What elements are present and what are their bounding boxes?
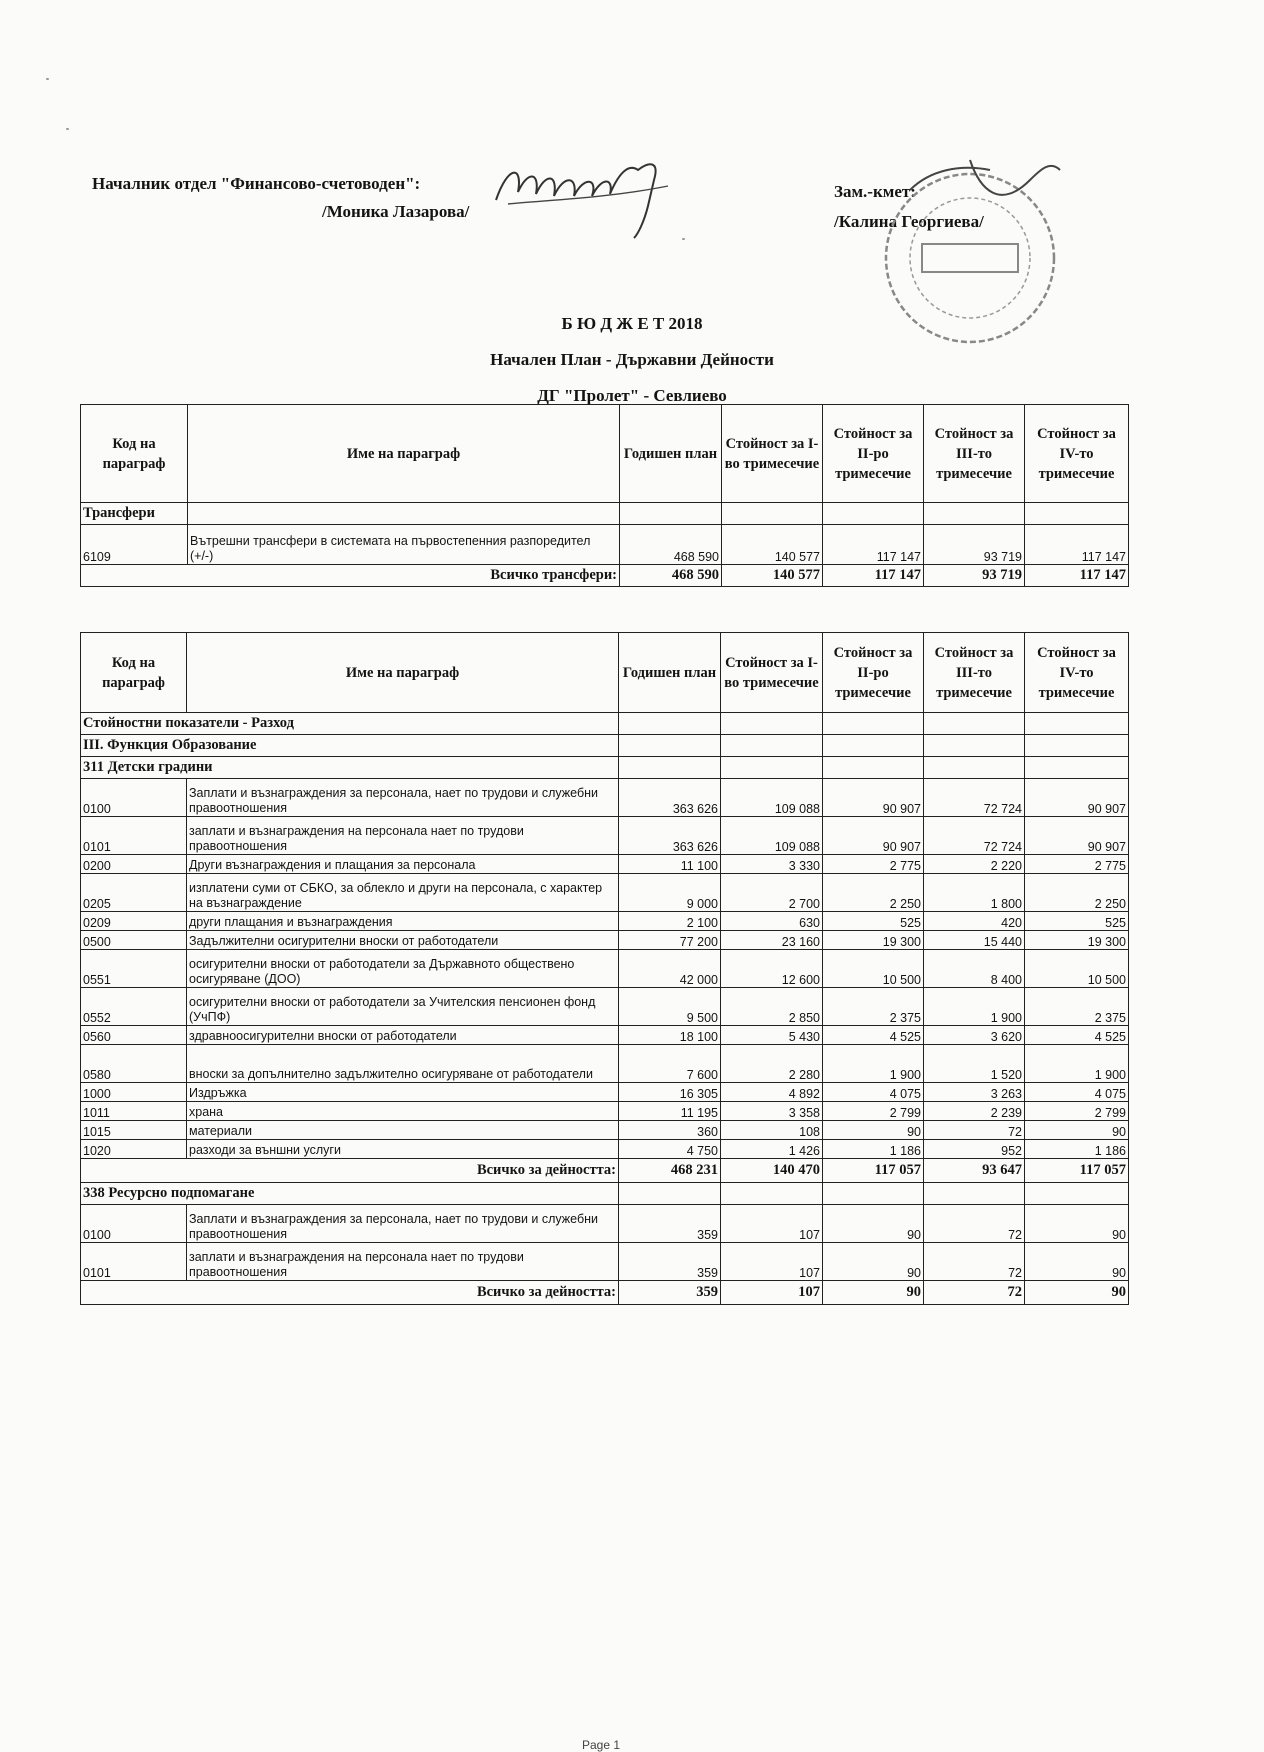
row-code: 0209 [81, 912, 187, 931]
table-row [81, 1205, 1129, 1243]
col-header-annual: Годишен план [620, 405, 722, 503]
row-annual: 11 195 [619, 1102, 721, 1121]
row-annual: 18 100 [619, 1026, 721, 1045]
row-code: 0101 [81, 817, 187, 855]
row-q2: 2 775 [823, 855, 924, 874]
row-q1: 107 [721, 1205, 823, 1243]
row-code: 0100 [81, 1205, 187, 1243]
row-annual: 7 600 [619, 1045, 721, 1083]
row-q1: 107 [721, 1243, 823, 1281]
row-q1: 108 [721, 1121, 823, 1140]
table-row [81, 931, 1129, 950]
row-q3: 1 520 [924, 1045, 1025, 1083]
total-annual: 359 [619, 1281, 721, 1305]
row-annual: 16 305 [619, 1083, 721, 1102]
row-q2: 4 075 [823, 1083, 924, 1102]
row-q1: 23 160 [721, 931, 823, 950]
table-row [81, 1083, 1129, 1102]
row-q4: 90 [1025, 1121, 1129, 1140]
row-annual: 4 750 [619, 1140, 721, 1159]
row-name: здравноосигурителни вноски от работодатели [187, 1026, 619, 1045]
row-q4: 90 907 [1025, 779, 1129, 817]
row-q4: 117 147 [1025, 525, 1129, 565]
section-label: Стойностни показатели - Разход [81, 713, 619, 735]
table-row [81, 1243, 1129, 1281]
row-q1: 5 430 [721, 1026, 823, 1045]
table-row [81, 988, 1129, 1026]
row-name: Издръжка [187, 1083, 619, 1102]
right-signatory-label: Зам.-кмет: [834, 182, 916, 201]
left-signatory-label: Началник отдел "Финансово-счетоводен": [92, 174, 421, 193]
row-code: 1000 [81, 1083, 187, 1102]
expenses-table [80, 632, 1129, 1305]
row-name: материали [187, 1121, 619, 1140]
row-code: 0200 [81, 855, 187, 874]
col-header-name: Име на параграф [188, 405, 620, 503]
row-code: 0500 [81, 931, 187, 950]
row-code: 0101 [81, 1243, 187, 1281]
col-header-q4: Стойност за IV-то тримесечие [1025, 405, 1129, 503]
row-q2: 2 375 [823, 988, 924, 1026]
row-q2: 117 147 [823, 525, 924, 565]
row-code: 1011 [81, 1102, 187, 1121]
transfers-section-row [81, 503, 1129, 525]
row-q4: 19 300 [1025, 931, 1129, 950]
total-label: Всичко трансфери: [81, 565, 620, 587]
row-q1: 2 700 [721, 874, 823, 912]
row-q4: 90 [1025, 1205, 1129, 1243]
row-annual: 9 500 [619, 988, 721, 1026]
col-header-q1: Стойност за I-во тримесечие [721, 633, 823, 713]
document-subtitle: Начален План - Държавни Дейности [490, 350, 774, 369]
col-header-q4: Стойност за IV-то тримесечие [1025, 633, 1129, 713]
row-q2: 10 500 [823, 950, 924, 988]
total-q2: 117 147 [823, 565, 924, 587]
total-q3: 93 719 [924, 565, 1025, 587]
row-q3: 72 [924, 1205, 1025, 1243]
row-name: заплати и възнаграждения на персонала нает по трудови правоотношения [187, 817, 619, 855]
row-name: Други възнаграждения и плащания за персонала [187, 855, 619, 874]
row-name: Вътрешни трансфери в системата на първостепенния разпоредител (+/-) [188, 525, 620, 565]
section-label: III. Функция Образование [81, 735, 619, 757]
row-name: Задължителни осигурителни вноски от работодатели [187, 931, 619, 950]
row-q3: 3 620 [924, 1026, 1025, 1045]
row-name: Заплати и възнаграждения за персонала, нает по трудови и служебни правоотношения [187, 1205, 619, 1243]
row-q3: 15 440 [924, 931, 1025, 950]
expenses-header-row [81, 633, 1129, 713]
row-q3: 952 [924, 1140, 1025, 1159]
total-q4: 117 057 [1025, 1159, 1129, 1183]
row-q4: 2 375 [1025, 988, 1129, 1026]
row-code: 0205 [81, 874, 187, 912]
row-q1: 2 850 [721, 988, 823, 1026]
row-q4: 2 775 [1025, 855, 1129, 874]
row-name: изплатени суми от СБКО, за облекло и други на персонала, с характер на възнаграждение [187, 874, 619, 912]
page-number: Page 1 [582, 1738, 621, 1752]
row-annual: 77 200 [619, 931, 721, 950]
row-code: 0580 [81, 1045, 187, 1083]
row-q2: 90 907 [823, 817, 924, 855]
table-row [81, 525, 1129, 565]
row-q2: 4 525 [823, 1026, 924, 1045]
col-header-code: Код на параграф [81, 633, 187, 713]
activity-title: 338 Ресурсно подпомагане [81, 1183, 619, 1205]
transfers-table [80, 404, 1129, 587]
row-q3: 72 724 [924, 817, 1025, 855]
total-annual: 468 231 [619, 1159, 721, 1183]
row-name: Заплати и възнаграждения за персонала, нает по трудови и служебни правоотношения [187, 779, 619, 817]
table-row [81, 874, 1129, 912]
col-header-q3: Стойност за III-то тримесечие [924, 633, 1025, 713]
total-q1: 140 577 [722, 565, 823, 587]
row-q1: 1 426 [721, 1140, 823, 1159]
row-q2: 90 [823, 1121, 924, 1140]
activity-title-row [81, 1183, 1129, 1205]
col-header-annual: Годишен план [619, 633, 721, 713]
row-q3: 1 900 [924, 988, 1025, 1026]
row-q1: 12 600 [721, 950, 823, 988]
row-q4: 2 250 [1025, 874, 1129, 912]
total-q3: 93 647 [924, 1159, 1025, 1183]
row-q2: 90 [823, 1205, 924, 1243]
row-q2: 1 900 [823, 1045, 924, 1083]
col-header-q2: Стойност за II-ро тримесечие [823, 633, 924, 713]
section-row [81, 713, 1129, 735]
col-header-q2: Стойност за II-ро тримесечие [823, 405, 924, 503]
row-q1: 3 330 [721, 855, 823, 874]
row-q2: 90 [823, 1243, 924, 1281]
row-q3: 2 220 [924, 855, 1025, 874]
row-q1: 4 892 [721, 1083, 823, 1102]
row-q1: 109 088 [721, 779, 823, 817]
row-q2: 19 300 [823, 931, 924, 950]
col-header-q3: Стойност за III-то тримесечие [924, 405, 1025, 503]
handwritten-signature-left [488, 130, 678, 240]
row-q4: 525 [1025, 912, 1129, 931]
row-q4: 1 186 [1025, 1140, 1129, 1159]
row-q3: 72 [924, 1243, 1025, 1281]
total-annual: 468 590 [620, 565, 722, 587]
total-label: Всичко за дейността: [81, 1281, 619, 1305]
row-annual: 9 000 [619, 874, 721, 912]
total-q2: 117 057 [823, 1159, 924, 1183]
row-q4: 1 900 [1025, 1045, 1129, 1083]
transfers-header-row [81, 405, 1129, 503]
row-code: 6109 [81, 525, 188, 565]
row-q3: 8 400 [924, 950, 1025, 988]
total-label: Всичко за дейността: [81, 1159, 619, 1183]
row-q3: 93 719 [924, 525, 1025, 565]
row-code: 0100 [81, 779, 187, 817]
activity-total-row [81, 1281, 1129, 1305]
activity-title: 311 Детски градини [81, 757, 619, 779]
row-name: вноски за допълнително задължително осигуряване от работодатели [187, 1045, 619, 1083]
row-q1: 3 358 [721, 1102, 823, 1121]
row-annual: 468 590 [620, 525, 722, 565]
total-q4: 117 147 [1025, 565, 1129, 587]
total-q4: 90 [1025, 1281, 1129, 1305]
row-q2: 525 [823, 912, 924, 931]
row-q3: 2 239 [924, 1102, 1025, 1121]
institution-name: ДГ "Пролет" - Севлиево [537, 386, 727, 405]
row-annual: 363 626 [619, 779, 721, 817]
row-annual: 359 [619, 1205, 721, 1243]
section-row [81, 735, 1129, 757]
row-q4: 90 907 [1025, 817, 1129, 855]
row-name: разходи за външни услуги [187, 1140, 619, 1159]
row-name: осигурителни вноски от работодатели за Учителския пенсионен фонд (УчПФ) [187, 988, 619, 1026]
activity-title-row [81, 757, 1129, 779]
row-name: други плащания и възнаграждения [187, 912, 619, 931]
table-row [81, 950, 1129, 988]
row-name: храна [187, 1102, 619, 1121]
row-code: 1015 [81, 1121, 187, 1140]
row-annual: 359 [619, 1243, 721, 1281]
row-q1: 140 577 [722, 525, 823, 565]
row-q3: 1 800 [924, 874, 1025, 912]
table-row [81, 855, 1129, 874]
row-q3: 3 263 [924, 1083, 1025, 1102]
row-q1: 630 [721, 912, 823, 931]
row-q4: 90 [1025, 1243, 1129, 1281]
table-row [81, 1026, 1129, 1045]
col-header-name: Име на параграф [187, 633, 619, 713]
row-q4: 4 075 [1025, 1083, 1129, 1102]
row-q2: 90 907 [823, 779, 924, 817]
activity-total-row [81, 1159, 1129, 1183]
table-row [81, 1102, 1129, 1121]
row-annual: 11 100 [619, 855, 721, 874]
row-q4: 4 525 [1025, 1026, 1129, 1045]
col-header-q1: Стойност за I-во тримесечие [722, 405, 823, 503]
left-signatory-name: /Моника Лазарова/ [322, 202, 470, 221]
table-row [81, 1140, 1129, 1159]
row-name: осигурителни вноски от работодатели за Държавното обществено осигуряване (ДОО) [187, 950, 619, 988]
table-row [81, 1045, 1129, 1083]
row-q4: 2 799 [1025, 1102, 1129, 1121]
row-code: 0551 [81, 950, 187, 988]
section-label: Трансфери [81, 503, 188, 525]
right-signatory-name: /Калина Георгиева/ [834, 212, 984, 231]
table-row [81, 1121, 1129, 1140]
row-code: 1020 [81, 1140, 187, 1159]
total-q2: 90 [823, 1281, 924, 1305]
transfers-total-row [81, 565, 1129, 587]
row-q3: 420 [924, 912, 1025, 931]
row-q2: 2 799 [823, 1102, 924, 1121]
row-q3: 72 724 [924, 779, 1025, 817]
total-q3: 72 [924, 1281, 1025, 1305]
total-q1: 140 470 [721, 1159, 823, 1183]
row-q4: 10 500 [1025, 950, 1129, 988]
row-annual: 360 [619, 1121, 721, 1140]
row-q2: 2 250 [823, 874, 924, 912]
row-q1: 109 088 [721, 817, 823, 855]
row-code: 0560 [81, 1026, 187, 1045]
row-annual: 2 100 [619, 912, 721, 931]
row-q1: 2 280 [721, 1045, 823, 1083]
total-q1: 107 [721, 1281, 823, 1305]
row-name: заплати и възнаграждения на персонала нает по трудови правоотношения [187, 1243, 619, 1281]
col-header-code: Код на параграф [81, 405, 188, 503]
document-title: Б Ю Д Ж Е Т 2018 [561, 314, 703, 333]
row-annual: 42 000 [619, 950, 721, 988]
row-q3: 72 [924, 1121, 1025, 1140]
table-row [81, 817, 1129, 855]
table-row [81, 912, 1129, 931]
row-annual: 363 626 [619, 817, 721, 855]
row-q2: 1 186 [823, 1140, 924, 1159]
row-code: 0552 [81, 988, 187, 1026]
table-row [81, 779, 1129, 817]
